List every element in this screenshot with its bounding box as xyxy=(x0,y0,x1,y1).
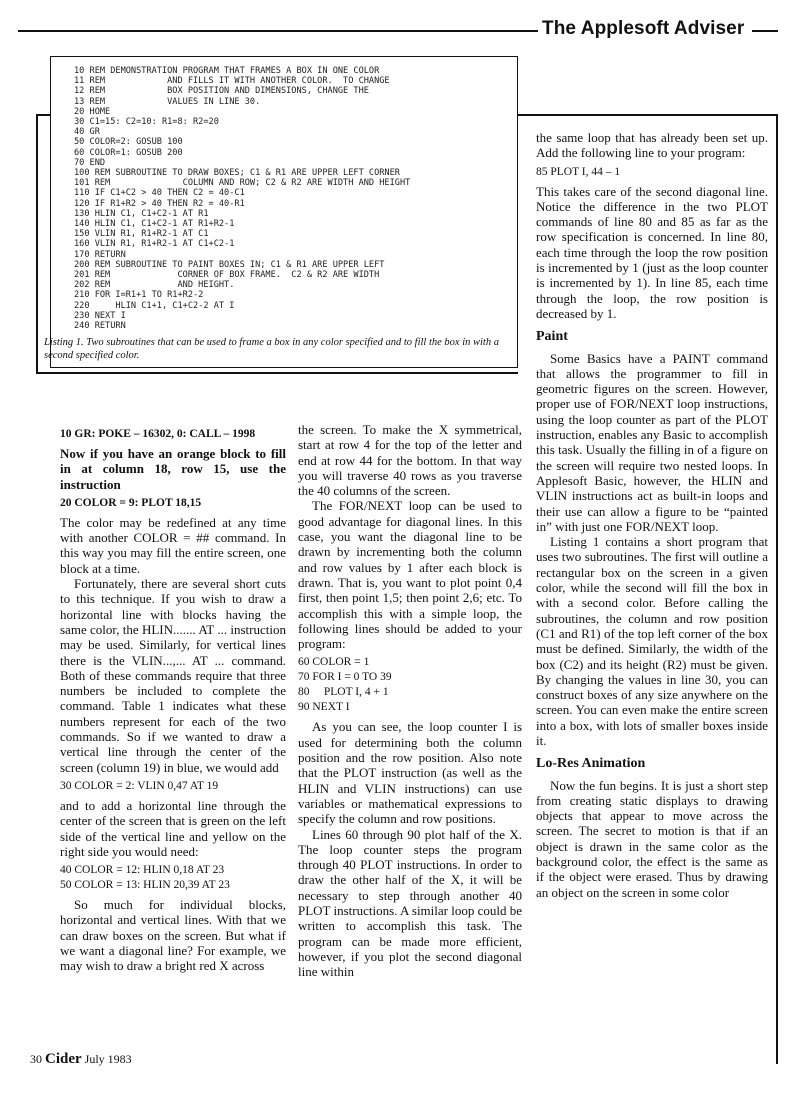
listing-line: 70 END xyxy=(74,157,106,168)
listing-line: 101 REM COLUMN AND ROW; C2 & R2 ARE WIDTH AND HEIGHT xyxy=(74,178,411,189)
listing-line: 11 REM AND FILLS IT WITH ANOTHER COLOR. TO CHANGE xyxy=(74,76,390,87)
listing-line: 13 REM VALUES IN LINE 30. xyxy=(74,96,261,107)
column-box-top-rule xyxy=(518,114,778,116)
code-line: 85 PLOT I, 44 – 1 xyxy=(536,165,621,178)
paragraph: the screen. To make the X symmetrical, start at row 4 for the top of the letter and end at row 44 for the bottom. In that way you will traverse 40 rows as you traverse the 40 columns of the screen. xyxy=(298,422,522,499)
listing-line: 210 FOR I=R1+1 TO R1+R2-2 xyxy=(74,290,204,301)
listing-line: 30 C1=15: C2=10: R1=8: R2=20 xyxy=(74,117,219,128)
listing-line: 202 REM AND HEIGHT. xyxy=(74,280,235,291)
code-line: 70 FOR I = 0 TO 39 xyxy=(298,671,392,684)
paragraph: and to add a horizontal line through the center of the screen that is green on the left side of the vertical line and yellow on the right side you would need: xyxy=(60,797,286,859)
code-line: 90 NEXT I xyxy=(298,701,350,714)
listing-line: 130 HLIN C1, C1+C2-1 AT R1 xyxy=(74,208,209,219)
listing-line: 20 HOME xyxy=(74,106,111,117)
paragraph: As you can see, the loop counter I is used for determining both the column position and the row position. Also note that the PLOT instruction (as well as the HLIN and VLIN instructions) can use variables or mathematical expressions to specify the column and row positions. xyxy=(298,719,522,827)
code-line: 30 COLOR = 2: VLIN 0,47 AT 19 xyxy=(60,779,219,792)
listing-line: 40 GR xyxy=(74,127,100,138)
code-line: 80 PLOT I, 4 + 1 xyxy=(298,686,389,699)
paragraph: The color may be redefined at any time with another COLOR = ## command. In this way you may fill the entire screen, one block at a time. xyxy=(60,514,286,576)
magazine-logo: Cider xyxy=(45,1051,82,1067)
paragraph: Now if you have an orange block to fill in at column 18, row 15, use the instruction xyxy=(60,446,286,492)
paragraph: Some Basics have a PAINT command that allows the programmer to fill in geometric figures on the screen. However, proper use of FOR/NEXT loop instructions, using the loop counter as part of the PLOT instruction, enables any Basic to accomplish this task. Usually the filling in of a figure on the screen will require two nested loops. In Applesoft Basic, however, the HLIN and VLIN instructions act as built-in loops and their use can allow a figure to be “painted in” with just one FOR/NEXT loop. xyxy=(536,350,768,534)
code-line: 20 COLOR = 9: PLOT 18,15 xyxy=(60,496,202,509)
listing-caption: Listing 1. Two subroutines that can be used to frame a box in any color specified and to fill the box in with a second specified color. xyxy=(44,337,499,361)
listing-frame-bottom xyxy=(36,372,518,374)
listing-line: 120 IF R1+R2 > 40 THEN R2 = 40-R1 xyxy=(74,198,245,209)
listing-line: 170 RETURN xyxy=(74,249,126,260)
paragraph: This takes care of the second diagonal line. Notice the difference in the two PLOT commands of line 80 and 85 as far as the row specification is concerned. In line 80, each time through the loop the row position is incremented by 1 (just as the loop counter is incremented by 1). In line 85, each time through the loop, the row position is decreased by 1. xyxy=(536,183,768,321)
header-rule xyxy=(18,30,538,32)
listing-line: 240 RETURN xyxy=(74,321,126,332)
listing-line: 110 IF C1+C2 > 40 THEN C2 = 40-C1 xyxy=(74,188,245,199)
paragraph: Listing 1 contains a short program that uses two subroutines. The first will outline a rectangular box on the screen in a given color, while the second will fill the box in with a second color. Before calling the subroutines, the column and row position (C1 and R1) of the top left corner of the box must be defined. Similarly, the width of the box (C2) and its height (R2) must be given. By changing the values in line 30, you can construct boxes of any size anywhere on the screen. You can even make the entire screen into a box, with lots of smaller boxes inside it. xyxy=(536,534,768,748)
running-header-title: The Applesoft Adviser xyxy=(542,18,745,39)
code-line: 40 COLOR = 12: HLIN 0,18 AT 23 xyxy=(60,864,225,877)
section-heading: Lo-Res Animation xyxy=(536,756,646,772)
listing-line: 150 VLIN R1, R1+R2-1 AT C1 xyxy=(74,229,209,240)
paragraph: Lines 60 through 90 plot half of the X. The loop counter steps the program through 40 PLOT instructions. In order to draw the other half of the X, it will be necessary to step through another 40 PLOT instructions. A similar loop could be written to accomplish this task. The program can be made more efficient, however, if you plot the second diagonal line within xyxy=(298,826,523,980)
paragraph: So much for individual blocks, horizontal and vertical lines. With that we can draw boxes on the screen. But what if we want a diagonal line? For example, we may wish to draw a bright red X across xyxy=(60,897,286,974)
listing-line: 201 REM CORNER OF BOX FRAME. C2 & R2 ARE WIDTH xyxy=(74,270,380,281)
code-line: 60 COLOR = 1 xyxy=(298,656,370,669)
listing-line: 12 REM BOX POSITION AND DIMENSIONS, CHANGE THE xyxy=(74,86,369,97)
article-column-1 xyxy=(60,423,286,974)
listing-line: 220 HLIN C1+1, C1+C2-2 AT I xyxy=(74,300,235,311)
code-line: 10 GR: POKE – 16302, 0: CALL – 1998 xyxy=(60,428,256,440)
listing-line: 200 REM SUBROUTINE TO PAINT BOXES IN; C1 & R1 ARE UPPER LEFT xyxy=(74,259,385,270)
listing-line: 100 REM SUBROUTINE TO DRAW BOXES; C1 & R1 ARE UPPER LEFT CORNER xyxy=(74,168,400,179)
header-rule-right xyxy=(752,30,778,32)
article-column-2 xyxy=(298,422,522,980)
listing-line: 160 VLIN R1, R1+R2-1 AT C1+C2-1 xyxy=(74,239,235,250)
paragraph: Now the fun begins. It is just a short step from creating static displays to drawing objects that appear to move across the screen. The secret to motion is that if an object is drawn in the same color as the background color, the effect is the same as if the object were erased. Thus by drawing an object on the screen in some color xyxy=(536,777,768,900)
page-footer xyxy=(30,1051,132,1068)
listing-line: 230 NEXT I xyxy=(74,310,126,321)
listing-line: 140 HLIN C1, C1+C2-1 AT R1+R2-1 xyxy=(74,219,235,230)
listing-line: 10 REM DEMONSTRATION PROGRAM THAT FRAMES A BOX IN ONE COLOR xyxy=(74,66,380,76)
issue-date: July 1983 xyxy=(84,1052,132,1066)
listing-frame-ext-vertical xyxy=(36,114,38,374)
section-heading: Paint xyxy=(536,329,568,345)
page-number: 30 xyxy=(30,1052,42,1066)
listing-frame-ext xyxy=(36,114,50,116)
program-listing xyxy=(74,66,410,331)
column-box-right-rule xyxy=(776,114,778,1064)
paragraph: Fortunately, there are several short cuts to this technique. If you wish to draw a horizontal line with blocks having the same color, the HLIN....... AT ... instruction may be used. Similarly, for vertical lines there is the VLIN...,... AT ... command. Both of these commands require that three numbers be included to complete the command. Table 1 indicates what these numbers represent for each of the two commands. So if we wanted to draw a vertical line through the center of the screen (column 19) in blue, we would add xyxy=(60,576,286,775)
listing-line: 50 COLOR=2: GOSUB 100 xyxy=(74,137,183,148)
article-column-3 xyxy=(536,130,768,900)
paragraph: The FOR/NEXT loop can be used to good advantage for diagonal lines. In this case, you want the diagonal line to be drawn by incrementing both the column and row values by 1 after each block is drawn. That is, you want to plot point 0,4 first, then point 1,5; then point 2,6; etc. To accomplish this with a simple loop, the following lines should be added to your program: xyxy=(298,498,522,652)
paragraph: the same loop that has already been set up. Add the following line to your program: xyxy=(536,130,768,161)
code-line: 50 COLOR = 13: HLIN 20,39 AT 23 xyxy=(60,879,230,892)
listing-line: 60 COLOR=1: GOSUB 200 xyxy=(74,147,183,158)
